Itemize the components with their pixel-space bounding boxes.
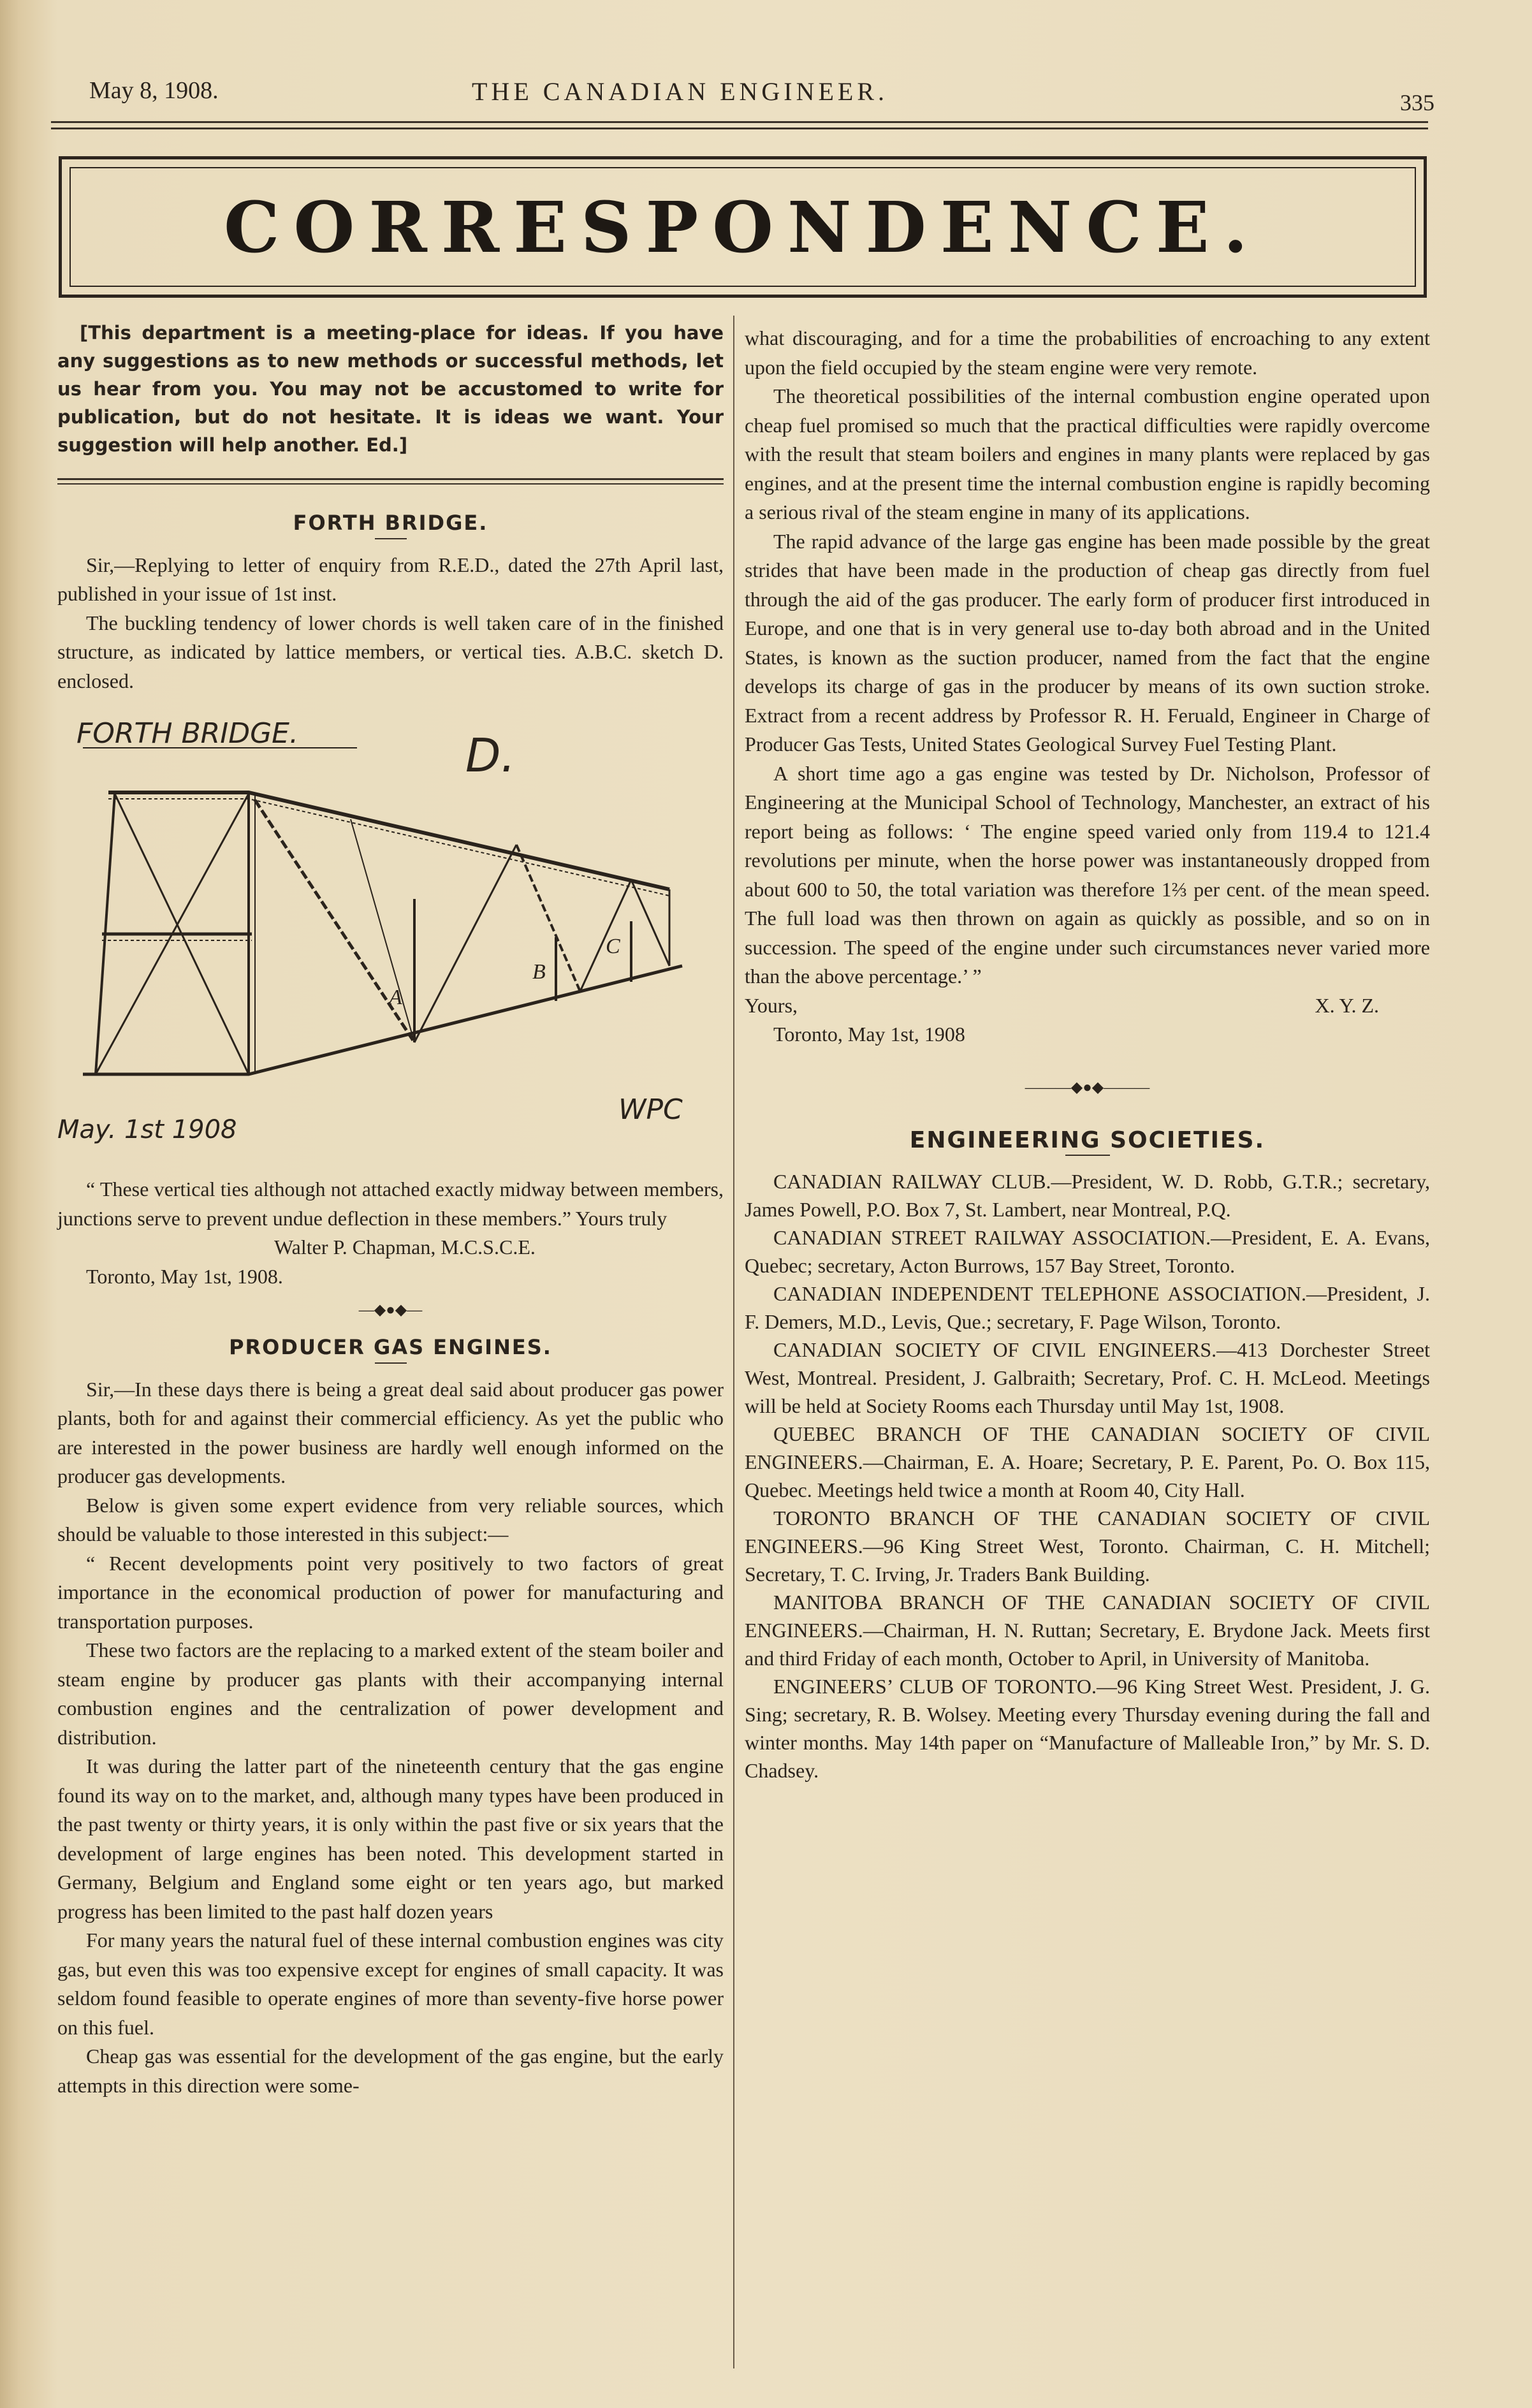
society-entry: QUEBEC BRANCH OF THE CANADIAN SOCIETY OF CIVIL ENGINEERS.—Chairman, E. A. Hoare; Secretary, P. E. Parent, Po. O. Box 115, Quebec. Meetings held twice a month at Room 40, City Hall. (745, 1422, 1430, 1501)
producer-gas-place-date: Toronto, May 1st, 1908 (773, 1023, 965, 1046)
forth-bridge-quote: “ These vertical ties although not attached exactly midway between members, junctions serve to prevent undue deflection in these members.” Yours truly (57, 1178, 724, 1230)
forth-bridge-sketch (57, 698, 724, 1170)
section-title: CORRESPONDENCE. (223, 186, 1262, 268)
forth-bridge-heading: FORTH BRIDGE. (293, 511, 488, 535)
column-divider (733, 316, 734, 2368)
sketch-date: May. 1st 1908 (57, 1115, 237, 1144)
producer-gas-para-7: Cheap gas was essential for the development of the gas engine, but the early attempts in this direction were some- (57, 2045, 724, 2097)
producer-gas-continued-2: The theoretical possibilities of the internal combustion engine operated upon cheap fuel promised so much that the practical difficulties were rapidly overcome with the result that steam boilers and engines in many plants were replaced by gas engines, and at the present time the internal combustion engine is rapidly becoming a serious rival of the steam engine in many of its applications. (745, 384, 1430, 523)
producer-gas-para-4: These two factors are the replacing to a marked extent of the steam boiler and steam engine by producer gas plants with their accompanying internal combustion engines and the centralization of power development and distribution. (57, 1638, 724, 1749)
header-rule-top (51, 121, 1428, 123)
society-entry: CANADIAN INDEPENDENT TELEPHONE ASSOCIATION.—President, J. F. Demers, M.D., Levis, Que.; secretary, F. Page Wilson, Toronto. (745, 1282, 1430, 1333)
heading-rule (375, 1362, 407, 1364)
intro-rule (57, 478, 724, 485)
producer-gas-para-1: Sir,—In these days there is being a great deal said about producer gas power plants, both for and against their commercial efficiency. As yet the public who are interested in the power business are hardly well enough informed on the producer gas developments. (57, 1377, 724, 1487)
banner-inner-frame (69, 167, 1416, 287)
ornament-divider: ———◆●◆——— (1025, 1079, 1150, 1096)
right-column (745, 324, 1430, 1784)
sketch-title: FORTH BRIDGE. (77, 717, 298, 750)
page-number: 335 (1400, 90, 1434, 115)
header-rule-bottom (51, 128, 1428, 129)
society-entry: TORONTO BRANCH OF THE CANADIAN SOCIETY OF CIVIL ENGINEERS.—96 King Street West, Toronto. Chairman, C. H. Mitchell; Secretary, T. C. Irving, Jr. Traders Bank Building. (745, 1507, 1430, 1586)
society-entry: CANADIAN SOCIETY OF CIVIL ENGINEERS.—413 Dorchester Street West, Montreal. President, J. Galbraith; Secretary, Prof. C. H. McLeod. Meetings will be held at Society Rooms each Thursday until May 1st, 1908. (745, 1338, 1430, 1417)
forth-bridge-para-2: The buckling tendency of lower chords is well taken care of in the finished structure, as indicated by lattice members, or vertical ties. A.B.C. sketch D. enclosed. (57, 611, 724, 692)
truss-drawing (83, 792, 682, 1074)
yours-text: Yours, (745, 993, 798, 1017)
forth-bridge-place-date: Toronto, May 1st, 1908. (86, 1264, 283, 1288)
society-entry: MANITOBA BRANCH OF THE CANADIAN SOCIETY OF CIVIL ENGINEERS.—Chairman, H. N. Ruttan; Secretary, E. Brydone Jack. Meets first and third Friday of each month, October to April, in University of Manitoba. (745, 1591, 1430, 1670)
running-header (89, 77, 1434, 115)
left-column (57, 319, 724, 2100)
journal-title: THE CANADIAN ENGINEER. (472, 77, 889, 106)
producer-gas-para-6: For many years the natural fuel of these internal combustion engines was city gas, but even this was too expensive except for engines of small capacity. It was seldom found feasible to operate engines of more than seventy-five horse power on this fuel. (57, 1929, 724, 2039)
society-entry: CANADIAN RAILWAY CLUB.—President, W. D. Robb, G.T.R.; secretary, James Powell, P.O. Box 7, St. Lambert, near Montreal, P.Q. (745, 1170, 1430, 1221)
sketch-label-a: A (389, 986, 402, 1009)
producer-gas-heading: PRODUCER GAS ENGINES. (229, 1335, 552, 1359)
producer-gas-para-5: It was during the latter part of the nineteenth century that the gas engine found its way on to the market, and, although many types have been produced in the past twenty or thirty years, it is only within the past five or six years that the development of large engines has been noted. This development started in Germany, Belgium and England some eight or ten years ago, but marked progress has been limited to the past half dozen years (57, 1755, 724, 1923)
editor-note: [This department is a meeting-place for ideas. If you have any suggestions as to new methods or successful methods, let us hear from you. You may not be accustomed to write for publication, but do not hesitate. It is ideas we want. Your suggestion will help another. Ed.] (57, 322, 724, 456)
producer-gas-continued-4: A short time ago a gas engine was tested by Dr. Nicholson, Professor of Engineering at the Municipal School of Technology, Manchester, an extract of his report being as follows: ‘ The engine speed varied only from 119.4 to 121.4 revolutions per minute, when the horse power was instantaneously dropped from about 600 to 50, the total variation was therefore 1⅔ per cent. of the mean speed. The full load was then thrown on again as quickly as possible, and so on in succession. The speed of the engine under such circumstances never varied more than the above percentage.’ ” (745, 761, 1430, 988)
producer-gas-continued-3: The rapid advance of the large gas engine has been made possible by the great strides that have been made in the production of cheap gas directly from fuel through the aid of the gas producer. The early form of producer first introduced in Europe, and one that is in very general use to-day both abroad and in the United States, is known as the suction producer, named from the fact that the engine develops its charge of gas in the producer by means of its own suction stroke. Extract from a recent address by Professor R. H. Feruald, Engineer in Charge of Producer Gas Tests, United States Geological Survey Fuel Testing Plant. (745, 529, 1430, 755)
societies-heading: ENGINEERING SOCIETIES. (909, 1127, 1266, 1153)
society-entry: CANADIAN STREET RAILWAY ASSOCIATION.—President, E. A. Evans, Quebec; secretary, Acton Burrows, 157 Bay Street, Toronto. (745, 1226, 1430, 1277)
producer-gas-yours (745, 991, 1430, 1021)
sketch-initials: WPC (618, 1093, 683, 1126)
section-banner (59, 156, 1427, 298)
ornament-divider: —◆●◆— (358, 1302, 423, 1318)
forth-bridge-para-1: Sir,—Replying to letter of enquiry from R.E.D., dated the 27th April last, published in your issue of 1st inst. (57, 553, 724, 605)
producer-gas-continued-1: what discouraging, and for a time the probabilities of encroaching to any extent upon the field occupied by the steam engine were very remote. (745, 326, 1430, 379)
producer-gas-para-3: “ Recent developments point very positively to two factors of great importance in the economical production of power for manufacturing and transportation purposes. (57, 1551, 724, 1633)
issue-date: May 8, 1908. (89, 77, 219, 104)
producer-gas-para-2: Below is given some expert evidence from very reliable sources, which should be valuable to those interested in this subject:— (57, 1493, 724, 1545)
forth-bridge-signature: Walter P. Chapman, M.C.S.C.E. (274, 1236, 536, 1259)
heading-rule (375, 538, 407, 539)
sketch-label-c: C (606, 935, 620, 958)
sketch-label-b: B (532, 960, 546, 984)
sketch-label-d: D. (465, 729, 516, 782)
producer-gas-signature: X. Y. Z. (1315, 993, 1379, 1017)
society-entry: ENGINEERS’ CLUB OF TORONTO.—96 King Street West. President, J. G. Sing; secretary, R. B. Wolsey. Meeting every Thursday evening during the fall and winter months. May 14th paper on “Manufacture of Malleable Iron,” by Mr. S. D. Chadsey. (745, 1675, 1430, 1782)
heading-rule (1065, 1155, 1110, 1156)
